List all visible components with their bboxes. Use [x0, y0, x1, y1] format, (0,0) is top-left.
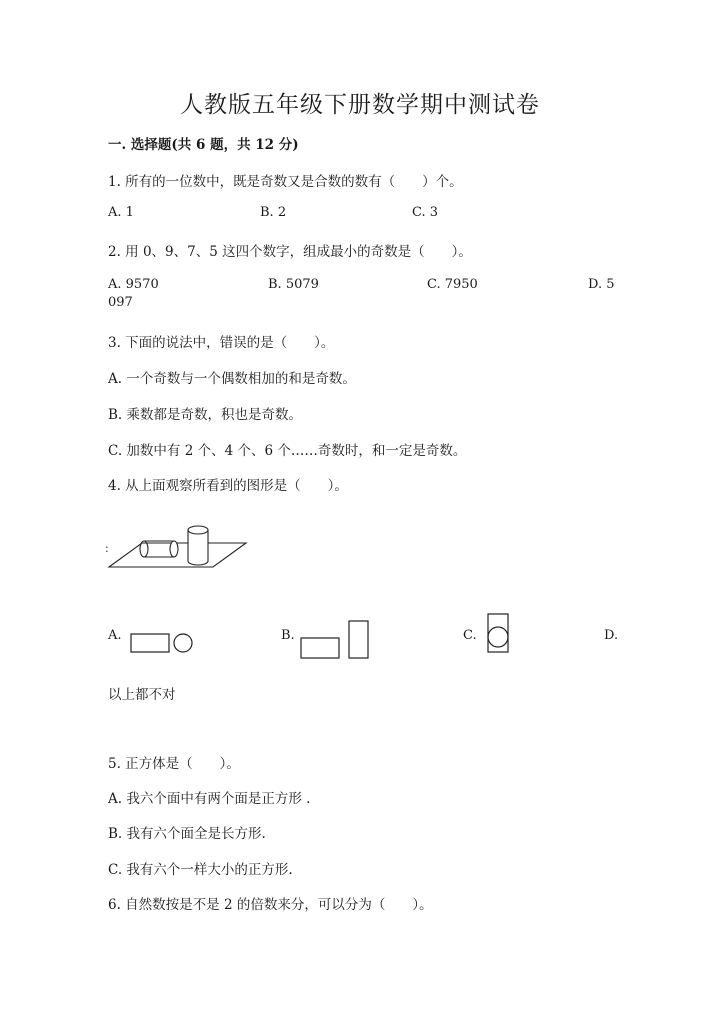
question-2-option-a: A. 9570 [108, 277, 159, 292]
question-5-option-b: B. 我有六个面全是长方形. [108, 826, 266, 842]
question-5-stem: 5. 正方体是（ ）。 [108, 756, 240, 772]
question-3-option-c: C. 加数中有 2 个、4 个、6 个……奇数时，和一定是奇数。 [108, 443, 467, 459]
question-4-option-d-text: 以上都不对 [108, 687, 176, 703]
question-3-option-b: B. 乘数都是奇数，积也是奇数。 [108, 407, 303, 423]
question-4-figure [104, 520, 254, 572]
question-4-stem: 4. 从上面观察所看到的图形是（ ）。 [108, 478, 348, 494]
question-5-option-c: C. 我有六个一样大小的正方形. [108, 862, 293, 878]
question-2-option-c: C. 7950 [427, 277, 478, 292]
question-6-stem: 6. 自然数按是不是 2 的倍数来分，可以分为（ ）。 [108, 897, 433, 913]
question-4-option-b: B. [281, 628, 295, 643]
question-3-option-a: A. 一个奇数与一个偶数相加的和是奇数。 [108, 371, 356, 387]
question-4-option-a: A. [108, 628, 122, 643]
horizontal-cylinder-right-end [170, 541, 178, 557]
question-2-option-b: B. 5079 [268, 277, 319, 292]
question-1-option-a: A. 1 [108, 205, 134, 220]
question-5-option-a: A. 我六个面中有两个面是正方形 . [108, 791, 311, 807]
option-b-shape [298, 618, 372, 662]
question-1-option-c: C. 3 [412, 205, 439, 220]
svg-text::: : [105, 542, 109, 555]
question-1-option-b: B. 2 [260, 205, 287, 220]
question-2-option-d: D. 5 [588, 277, 615, 292]
question-1-stem: 1. 所有的一位数中，既是奇数又是合数的数有（ ）个。 [108, 174, 463, 190]
option-a-shape [128, 630, 196, 656]
question-2-option-d-wrap: 097 [108, 295, 133, 310]
question-4-option-c: C. [463, 628, 477, 643]
vertical-cylinder-bottom [188, 561, 208, 565]
question-4-option-d: D. [604, 628, 619, 643]
question-3-stem: 3. 下面的说法中，错误的是（ ）。 [108, 335, 335, 351]
question-2-stem: 2. 用 0、9、7、5 这四个数字，组成最小的奇数是（ ）。 [108, 244, 472, 260]
section-heading: 一. 选择题(共 6 题，共 12 分) [108, 137, 299, 153]
page-title: 人教版五年级下册数学期中测试卷 [180, 92, 540, 118]
option-c-shape [485, 612, 513, 656]
